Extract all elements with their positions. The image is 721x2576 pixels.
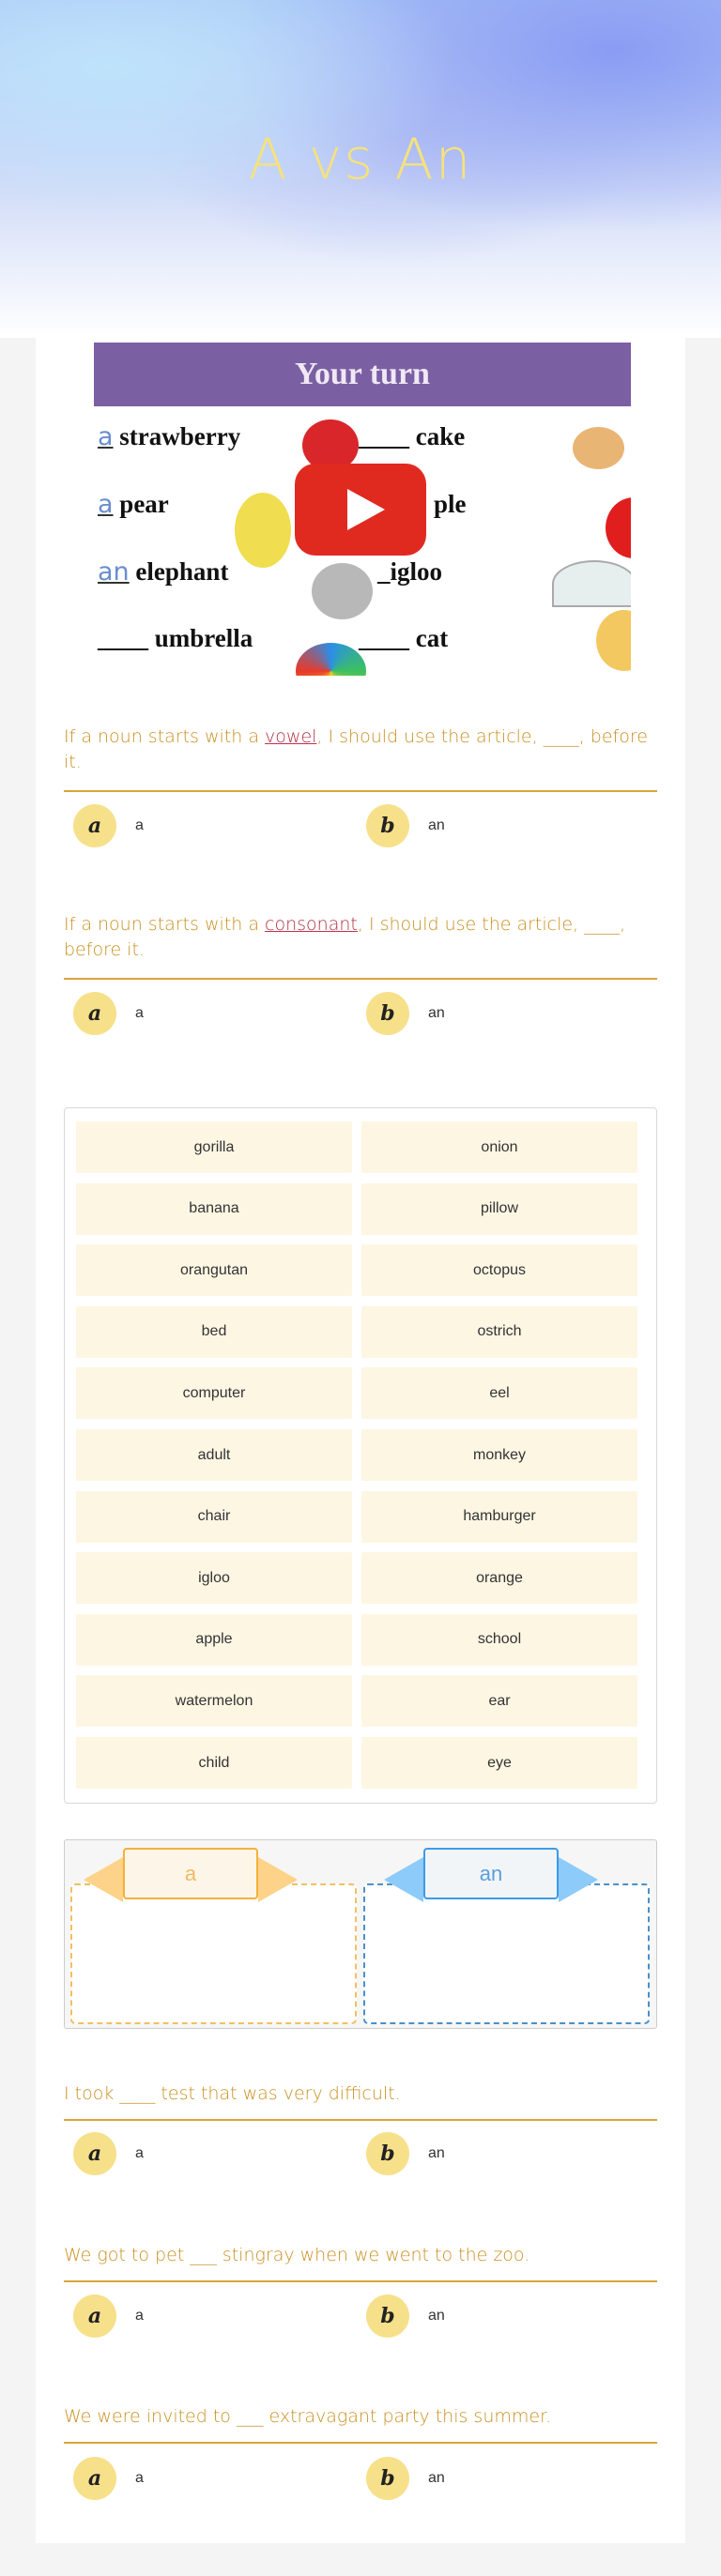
word-tile[interactable]: ostrich <box>361 1306 637 1358</box>
word-tile[interactable]: onion <box>361 1121 637 1173</box>
worksheet-card <box>36 338 685 2543</box>
option-text: an <box>428 1005 445 1021</box>
option-a[interactable] <box>73 992 144 1035</box>
option-letter: b <box>366 2457 409 2500</box>
option-text: a <box>135 2308 144 2324</box>
option-text: an <box>428 2308 445 2324</box>
option-letter: a <box>73 2294 116 2338</box>
option-text: an <box>428 2470 445 2486</box>
option-letter: b <box>366 2294 409 2338</box>
divider <box>64 978 657 980</box>
option-b[interactable] <box>366 804 445 847</box>
header-banner <box>0 0 721 338</box>
video-row: _igloo <box>377 557 443 586</box>
option-text: an <box>428 817 445 833</box>
option-text: a <box>135 2470 144 2486</box>
divider <box>64 2442 657 2444</box>
divider <box>64 2280 657 2282</box>
word-tile[interactable]: octopus <box>361 1244 637 1296</box>
word-tile[interactable]: watermelon <box>76 1675 352 1727</box>
option-letter: a <box>73 2457 116 2500</box>
option-b[interactable] <box>366 2294 445 2338</box>
option-letter: b <box>366 804 409 847</box>
question-text: If a noun starts with a consonant, I should use the article, ____, before it. <box>64 914 626 960</box>
option-letter: a <box>73 992 116 1035</box>
word-tile[interactable]: eye <box>361 1737 637 1789</box>
option-letter: b <box>366 2132 409 2175</box>
category-label-a: a <box>84 1848 279 1904</box>
umbrella-image <box>296 643 366 676</box>
video-row: a pear <box>98 490 169 519</box>
video-row: an elephant <box>98 557 229 587</box>
video-banner: Your turn <box>94 343 631 406</box>
divider <box>64 790 657 792</box>
word-bank <box>64 1107 657 1804</box>
word-tile[interactable]: orangutan <box>76 1244 352 1296</box>
option-b[interactable] <box>366 2132 445 2175</box>
option-a[interactable] <box>73 2294 144 2338</box>
question-text: I took ____ test that was very difficult. <box>64 2083 401 2104</box>
apple-image <box>606 497 631 558</box>
video-row: ____ umbrella <box>98 624 253 652</box>
question-text: We got to pet ___ stingray when we went to the zoo. <box>64 2245 530 2265</box>
video-row: ____ cat <box>359 624 449 652</box>
word-tile[interactable]: chair <box>76 1491 352 1543</box>
igloo-image <box>552 560 631 607</box>
question-text: If a noun starts with a vowel, I should use the article, ____, before it. <box>64 726 648 772</box>
word-tile[interactable]: child <box>76 1737 352 1789</box>
option-b[interactable] <box>366 2457 445 2500</box>
word-tile[interactable]: banana <box>76 1183 352 1235</box>
word-tile[interactable]: gorilla <box>76 1121 352 1173</box>
option-text: a <box>135 817 144 833</box>
option-a[interactable] <box>73 2132 144 2175</box>
cupcake-image <box>573 427 624 469</box>
page-title: A vs An <box>248 127 473 192</box>
word-tile[interactable]: eel <box>361 1367 637 1419</box>
word-tile[interactable]: bed <box>76 1306 352 1358</box>
elephant-image <box>312 563 373 619</box>
video-row: a strawberry <box>98 422 241 451</box>
question-text: We were invited to ___ extravagant party this summer. <box>64 2406 552 2427</box>
word-tile[interactable]: ear <box>361 1675 637 1727</box>
word-tile[interactable]: adult <box>76 1429 352 1481</box>
word-tile[interactable]: igloo <box>76 1552 352 1604</box>
video-player[interactable] <box>94 343 631 676</box>
word-tile[interactable]: monkey <box>361 1429 637 1481</box>
option-a[interactable] <box>73 804 144 847</box>
divider <box>64 2119 657 2121</box>
video-row: ____ cake <box>359 422 466 450</box>
drop-zone-an[interactable] <box>363 1883 650 2024</box>
word-tile[interactable]: school <box>361 1614 637 1666</box>
word-tile[interactable]: computer <box>76 1367 352 1419</box>
video-row: ple <box>434 490 467 518</box>
sort-area <box>64 1839 657 2029</box>
option-letter: b <box>366 992 409 1035</box>
option-text: an <box>428 2145 445 2161</box>
option-letter: a <box>73 2132 116 2175</box>
option-a[interactable] <box>73 2457 144 2500</box>
pear-image <box>235 493 291 568</box>
category-label-an: an <box>384 1848 579 1904</box>
word-tile[interactable]: orange <box>361 1552 637 1604</box>
play-button[interactable] <box>295 464 426 556</box>
drop-zone-a[interactable] <box>70 1883 357 2024</box>
option-b[interactable] <box>366 992 445 1035</box>
option-letter: a <box>73 804 116 847</box>
word-tile[interactable]: apple <box>76 1614 352 1666</box>
word-tile[interactable]: hamburger <box>361 1491 637 1543</box>
cat-image <box>596 610 631 671</box>
option-text: a <box>135 1005 144 1021</box>
word-tile[interactable]: pillow <box>361 1183 637 1235</box>
option-text: a <box>135 2145 144 2161</box>
